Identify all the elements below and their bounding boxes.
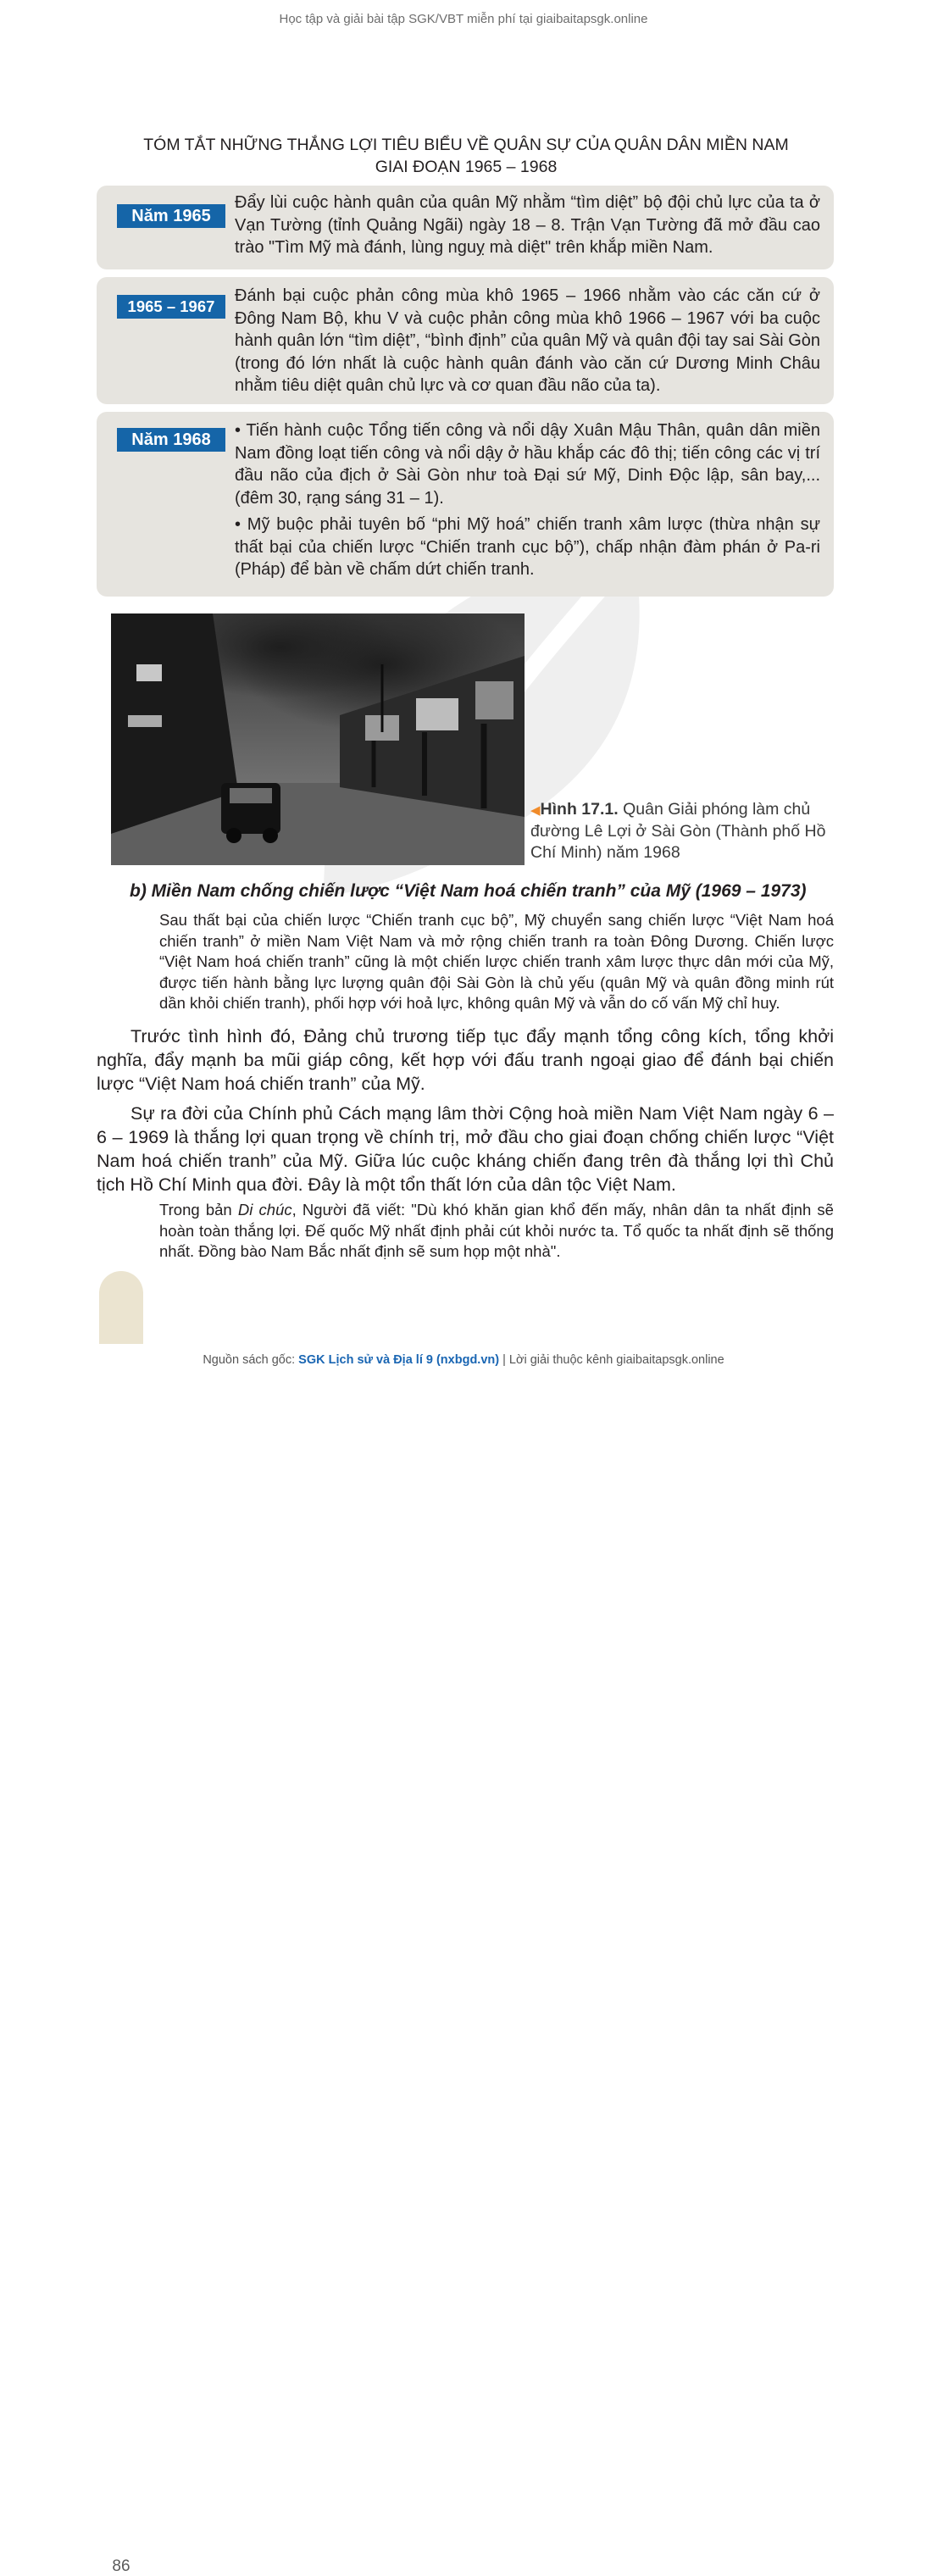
footer-prefix: Nguồn sách gốc:	[203, 1353, 299, 1367]
footer-source	[0, 1353, 927, 1367]
figure-caption-text: Quân Giải phóng làm chủ đường Lê Lợi ở Sài Gòn (Thành phố Hồ Chí Minh) năm 1968	[530, 800, 826, 862]
header-note: Học tập và giải bài tập SGK/VBT miễn phí tại giaibaitapsgk.online	[279, 12, 648, 26]
summary-bullet: • Mỹ buộc phải tuyên bố “phi Mỹ hoá” chiến tranh xâm lược (thừa nhận sự thất bại của chiến lược “Chiến tranh cục bộ”), chấp nhận đàm phán ở Pa-ri (Pháp) để bàn về chấm dứt chiến tranh.	[235, 515, 820, 579]
testament-quote	[159, 1200, 834, 1263]
body-paragraph-2: Sự ra đời của Chính phủ Cách mạng lâm thời Cộng hoà miền Nam Việt Nam ngày 6 – 6 – 1969 là thắng lợi quan trọng về chính trị, mở đầu cho giai đoạn chống chiến lược “Việt Nam hoá chiến tranh” của Mỹ. Giữa lúc cuộc kháng chiến đang trên đà thắng lợi thì Chủ tịch Hồ Chí Minh qua đời. Đây là một tổn thất lớn của dân tộc Việt Nam.	[97, 1103, 834, 1195]
summary-title-line1: TÓM TẮT NHỮNG THẮNG LỢI TIÊU BIỂU VỀ QUÂN SỰ CỦA QUÂN DÂN MIỀN NAM	[143, 136, 789, 154]
section-b-intro: Sau thất bại của chiến lược “Chiến tranh cục bộ”, Mỹ chuyển sang chiến lược “Việt Nam hoá chiến tranh” ở miền Nam Việt Nam và mở rộng chiến tranh ra toàn Đông Dương. Chiến lược “Việt Nam hoá chiến tranh” cũng là một chiến lược chiến tranh xâm lược thực dân mới của Mỹ, được tiến hành bằng lực lượng quân đội Sài Gòn là chủ yếu (quân Mỹ và quân đồng minh rút dần khỏi chiến tranh), phối hợp với hoả lực, không quân Mỹ và vẫn do cố vấn Mỹ chỉ huy.	[159, 911, 834, 1012]
summary-row-text	[235, 419, 820, 581]
summary-title-line2: GIAI ĐOẠN 1965 – 1968	[375, 158, 558, 176]
summary-row-1968	[97, 412, 834, 597]
figure-label: Hình 17.1.	[540, 800, 619, 819]
caption-pointer-icon: ◀	[530, 803, 541, 818]
summary-row-paragraph: Đánh bại cuộc phản công mùa khô 1965 – 1966 nhằm vào các căn cứ ở Đông Nam Bộ, khu V và cuộc phản công mùa khô 1966 – 1967 với ba cuộc hành quân lớn “tìm diệt”, “bình định” của quân Mỹ và quân đội tay sai Sài Gòn (trong đó lớn nhất là cuộc hành quân đánh vào căn cứ Dương Minh Châu nhằm tiêu diệt quân chủ lực và cơ quan đầu não của ta).	[235, 286, 820, 395]
footer-source-link[interactable]: SGK Lịch sử và Địa lí 9 (nxbgd.vn)	[298, 1353, 500, 1367]
summary-row-1965	[97, 186, 834, 269]
footer-suffix: | Lời giải thuộc kênh giaibaitapsgk.online	[499, 1353, 724, 1367]
figure-caption	[530, 799, 827, 863]
year-badge: 1965 – 1967	[117, 295, 225, 319]
historical-photo	[111, 613, 525, 865]
summary-title	[102, 134, 830, 178]
summary-bullet: • Tiến hành cuộc Tổng tiến công và nổi dậy Xuân Mậu Thân, quân dân miền Nam đồng loạt tiến công và nổi dậy ở hầu khắp các đô thị; tiến công các vị trí đầu não của địch ở Sài Gòn như toà Đại sứ Mỹ, Dinh Độc lập, sân bay,... (đêm 30, rạng sáng 31 – 1).	[235, 421, 820, 508]
section-b-heading: b) Miền Nam chống chiến lược “Việt Nam hoá chiến tranh” của Mỹ (1969 – 1973)	[130, 881, 807, 901]
year-badge: Năm 1965	[117, 204, 225, 228]
summary-row-paragraph: Đẩy lùi cuộc hành quân của quân Mỹ nhằm “tìm diệt” bộ đội chủ lực của ta ở Vạn Tường (tỉnh Quảng Ngãi) ngày 18 – 8. Trận Vạn Tường đã mở đầu cao trào "Tìm Mỹ mà đánh, lùng nguỵ mà diệt" trên khắp miền Nam.	[235, 193, 820, 257]
quote-body: , Người đã viết: "Dù khó khăn gian khổ đến mấy, nhân dân ta nhất định sẽ hoàn toàn thắng lợi. Đế quốc Mỹ nhất định phải cút khỏi nước ta. Tổ quốc ta nhất định sẽ thống nhất. Đồng bào Nam Bắc nhất định sẽ sum họp một nhà".	[159, 1201, 834, 1260]
quote-title: Di chúc	[237, 1201, 292, 1219]
page-number: 86	[112, 2557, 130, 2575]
summary-row-text	[235, 192, 820, 259]
summary-row-text	[235, 285, 820, 397]
street-scene-illustration	[111, 613, 525, 865]
quote-lead: Trong bản	[159, 1201, 238, 1219]
page-number-tab	[99, 1271, 143, 2575]
summary-row-1965-1967	[97, 277, 834, 404]
year-badge: Năm 1968	[117, 428, 225, 452]
body-paragraph-1: Trước tình hình đó, Đảng chủ trương tiếp tục đẩy mạnh tổng công kích, tổng khởi nghĩa, đẩy mạnh ba mũi giáp công, kết hợp với đấu tranh ngoại giao để đánh bại chiến lược “Việt Nam hoá chiến tranh” của Mỹ.	[97, 1026, 834, 1094]
